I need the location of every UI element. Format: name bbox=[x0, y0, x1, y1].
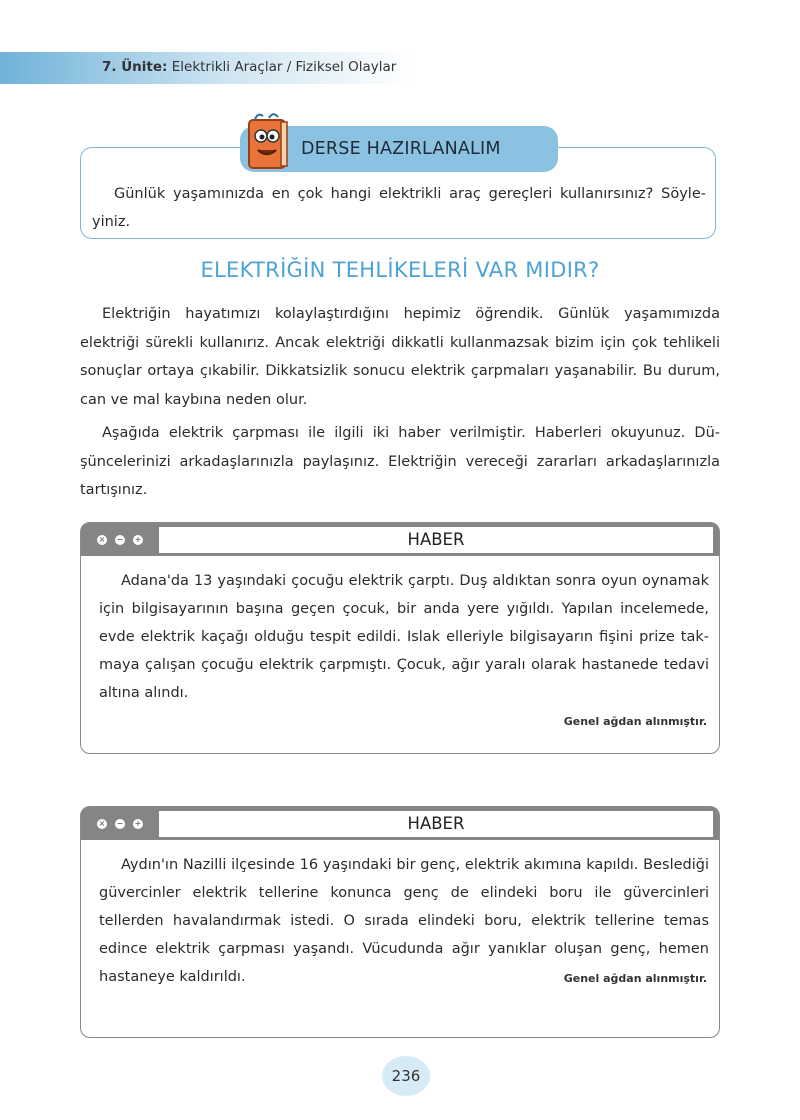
news-text: Adana'da 13 yaşındaki çocuğu elektrik çarptı. Duş aldıktan sonra oyun oynamak için bilgisayarının başına geçen çocuk, bir anda yere yığıldı. Yapılan incelemede, evde elektrik kaçağı olduğu tespit edildi. Islak elleriyle bilgisayarın fişini prize tak-maya çalışan çocuğu elektrik çarpmıştı. Çocuk, ağır yaralı olarak hastanede tedavi altına alındı. bbox=[99, 573, 709, 701]
prep-question: Günlük yaşamınızda en çok hangi elektrikli araç gereçleri kullanırsınız? Söyle-yiniz. bbox=[92, 186, 706, 230]
minimize-icon: − bbox=[116, 535, 124, 544]
unit-label: 7. Ünite: bbox=[102, 59, 168, 75]
news-title-bar bbox=[81, 523, 719, 556]
news-card bbox=[80, 522, 720, 754]
intro-paragraph: Elektriğin hayatımızı kolaylaştırdığını hepimiz öğrendik. Günlük yaşamımızda elektriği sürekli kullanırız. Ancak elektriği dikkatli kullanmazsak bizim için çok tehlikeli sonuçlar ortaya çıkabilir. Dikkatsizlik sonucu elektrik çarpmaları yaşanabilir. Bu durum, can ve mal kaybına neden olur. bbox=[80, 306, 720, 408]
minimize-icon: − bbox=[116, 819, 124, 828]
close-icon: × bbox=[98, 535, 106, 544]
news-title: HABER bbox=[407, 814, 465, 833]
section-title: ELEKTRİĞİN TEHLİKELERİ VAR MIDIR? bbox=[200, 258, 600, 282]
prep-tab-label: DERSE HAZIRLANALIM bbox=[301, 139, 501, 159]
news-title-box bbox=[159, 811, 713, 837]
unit-title: Elektrikli Araçlar / Fiziksel Olaylar bbox=[171, 59, 397, 75]
news-source: Genel ağdan alınmıştır. bbox=[563, 715, 707, 728]
news-text: Aydın'ın Nazilli ilçesinde 16 yaşındaki bir genç, elektrik akımına kapıldı. Beslediği güvercinler elektrik tellerine konunca genç de elindeki boru ile güvercinleri tellerden havalandırmak istedi. O sırada elindeki boru, elektrik tellerine temas edince elektrik çarpması yaşandı. Vücudunda ağır yanıklar oluşan genç, hemen hastaneye kaldırıldı. bbox=[99, 857, 709, 985]
book-mascot-icon bbox=[243, 112, 293, 174]
news-title-bar bbox=[81, 807, 719, 840]
close-icon: × bbox=[98, 819, 106, 828]
maximize-icon: + bbox=[134, 819, 142, 828]
news-card bbox=[80, 806, 720, 1038]
news-title: HABER bbox=[407, 530, 465, 549]
maximize-icon: + bbox=[134, 535, 142, 544]
news-title-box bbox=[159, 527, 713, 553]
unit-header bbox=[102, 59, 396, 75]
instruction-paragraph: Aşağıda elektrik çarpması ile ilgili iki haber verilmiştir. Haberleri okuyunuz. Dü-şüncelerinizi arkadaşlarınızla paylaşınız. Elektriğin vereceği zararları arkadaşlarınızla tartışınız. bbox=[80, 425, 720, 498]
news-source: Genel ağdan alınmıştır. bbox=[563, 972, 707, 985]
page-number: 236 bbox=[382, 1056, 430, 1096]
